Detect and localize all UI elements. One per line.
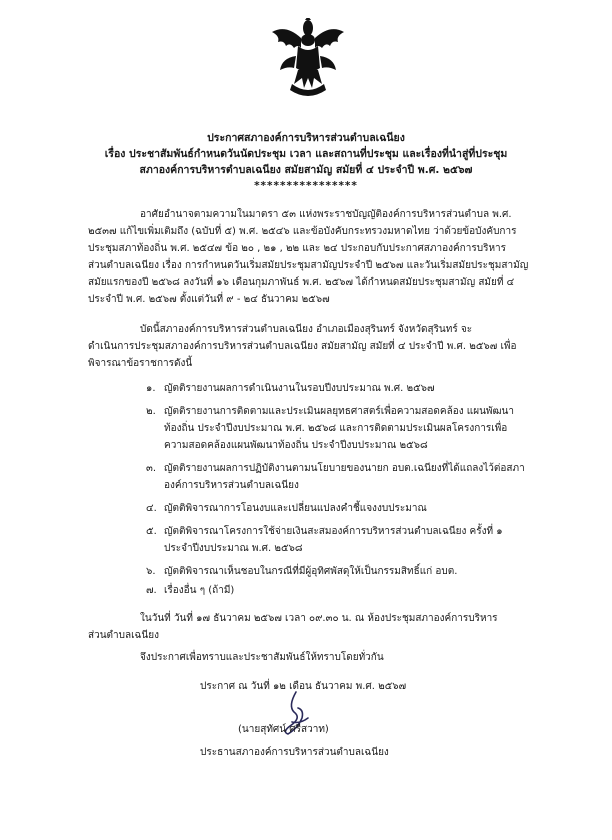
star-divider: **************** bbox=[254, 180, 358, 192]
agenda-2-line-1: ญัตติรายงานการติดตามและประเมินผลยุทธศาสตร์เพื่อความสอดคล้อง แผนพัฒนา bbox=[164, 406, 515, 417]
paragraph-1-line-1: อาศัยอำนาจตามความในมาตรา ๕๓ แห่งพระราชบัญญัติองค์การบริหารส่วนตำบล พ.ศ. bbox=[140, 209, 512, 220]
agenda-5-line-1: ญัตติพิจารณาโครงการใช้จ่ายเงินสะสมองค์การบริหารส่วนตำบลเฉนียง ครั้งที่ ๑ bbox=[164, 526, 503, 537]
paragraph-2-line-2: ดำเนินการประชุมสภาองค์การบริหารส่วนตำบลเฉนียง สมัยสามัญ สมัยที่ ๔ ประจำปี พ.ศ. ๒๕๖๗ เพื่อ bbox=[88, 341, 517, 352]
signer-position: ประธานสภาองค์การบริหารส่วนตำบลเฉนียง bbox=[200, 747, 389, 758]
agenda-7-line-1: เรื่องอื่น ๆ (ถ้ามี) bbox=[164, 585, 235, 596]
paragraph-2-line-1: บัดนี้สภาองค์การบริหารส่วนตำบลเฉนียง อำเภอเมืองสุรินทร์ จังหวัดสุรินทร์ จะ bbox=[140, 324, 473, 335]
agenda-3-line-1: ญัตติรายงานผลการปฏิบัติงานตามนโยบายของนายก อบต.เฉนียงที่ได้แถลงไว้ต่อสภา bbox=[164, 463, 525, 474]
agenda-1-line-1: ญัตติรายงานผลการดำเนินงานในรอบปีงบประมาณ พ.ศ. ๒๕๖๗ bbox=[164, 383, 435, 394]
agenda-2-number: ๒. bbox=[146, 406, 156, 417]
agenda-3-line-2: องค์การบริหารส่วนตำบลเฉนียง bbox=[164, 480, 299, 491]
agenda-1-number: ๑. bbox=[146, 383, 156, 394]
subject-line-2: สภาองค์การบริหารตำบลเฉนียง สมัยสามัญ สมัยที่ ๔ ประจำปี พ.ศ. ๒๕๖๗ bbox=[139, 164, 473, 176]
agenda-5-line-2: ประจำปีงบประมาณ พ.ศ. ๒๕๖๘ bbox=[164, 543, 303, 554]
paragraph-1-line-6: ประจำปี พ.ศ. ๒๕๖๗ ตั้งแต่วันที่ ๙ - ๒๔ ธันวาคม ๒๕๖๗ bbox=[88, 294, 330, 305]
paragraph-1-line-3: ประชุมสภาท้องถิ่น พ.ศ. ๒๕๔๗ ข้อ ๒๐ , ๒๑ , ๒๒ และ ๒๔ ประกอบกับประกาศสภาองค์การบริหาร bbox=[88, 243, 507, 254]
meeting-details-line-1: ในวันที่ วันที่ ๑๗ ธันวาคม ๒๕๖๗ เวลา ๐๙.๓๐ น. ณ ห้องประชุมสภาองค์การบริหาร bbox=[140, 613, 498, 624]
agenda-6-number: ๖. bbox=[146, 566, 156, 577]
agenda-4-line-1: ญัตติพิจารณาการโอนงบและเปลี่ยนแปลงคำชี้แจงงบประมาณ bbox=[164, 503, 427, 514]
signer-name: (นายสุทัศน์ ศรีสวาท) bbox=[238, 724, 329, 735]
announce-line: จึงประกาศเพื่อทราบและประชาสัมพันธ์ให้ทราบโดยทั่วกัน bbox=[140, 652, 384, 663]
paragraph-1-line-4: ส่วนตำบลเฉนียง เรื่อง การกำหนดวันเริ่มสมัยประชุมสามัญประจำปี ๒๕๖๗ และวันเริ่มสมัยประชุมสามัญ bbox=[88, 260, 529, 271]
announcement-title: ประกาศสภาองค์การบริหารส่วนตำบลเฉนียง bbox=[207, 132, 405, 144]
agenda-6-line-1: ญัตติพิจารณาเห็นชอบในกรณีที่มีผู้อุทิศพัสดุให้เป็นกรรมสิทธิ์แก่ อบต. bbox=[164, 566, 458, 577]
agenda-3-number: ๓. bbox=[146, 463, 157, 474]
paragraph-1-line-5: สมัยแรกของปี ๒๕๖๘ ลงวันที่ ๑๖ เดือนกุมภาพันธ์ พ.ศ. ๒๕๖๗ ได้กำหนดสมัยประชุมสามัญ สมัยที่ ๔ bbox=[88, 277, 515, 288]
agenda-2-line-3: ความสอดคล้องแผนพัฒนาท้องถิ่น ประจำปีงบประมาณ ๒๕๖๘ bbox=[164, 440, 428, 451]
paragraph-2-line-3: พิจารณาข้อราชการดังนี้ bbox=[88, 358, 193, 369]
paragraph-1-line-2: ๒๕๓๗ แก้ไขเพิ่มเติมถึง (ฉบับที่ ๕) พ.ศ. ๒๕๔๖ และข้อบังคับกระทรวงมหาดไทย ว่าด้วยข้อบังคับการ bbox=[88, 226, 517, 237]
agenda-2-line-2: ท้องถิ่น ประจำปีงบประมาณ พ.ศ. ๒๕๖๘ และการติดตามประเมินผลโครงการเพื่อ bbox=[164, 423, 508, 434]
agenda-5-number: ๕. bbox=[146, 526, 157, 537]
meeting-details-line-2: ส่วนตำบลเฉนียง bbox=[88, 630, 159, 641]
subject-line-1: เรื่อง ประชาสัมพันธ์กำหนดวันนัดประชุม เวลา และสถานที่ประชุม และเรื่องที่นำสู่ที่ประชุม bbox=[104, 148, 508, 160]
garuda-emblem-icon bbox=[268, 18, 348, 100]
agenda-4-number: ๔. bbox=[146, 503, 157, 514]
agenda-7-number: ๗. bbox=[146, 585, 157, 596]
date-line: ประกาศ ณ วันที่ ๑๒ เดือน ธันวาคม พ.ศ. ๒๕๖๗ bbox=[200, 681, 407, 692]
